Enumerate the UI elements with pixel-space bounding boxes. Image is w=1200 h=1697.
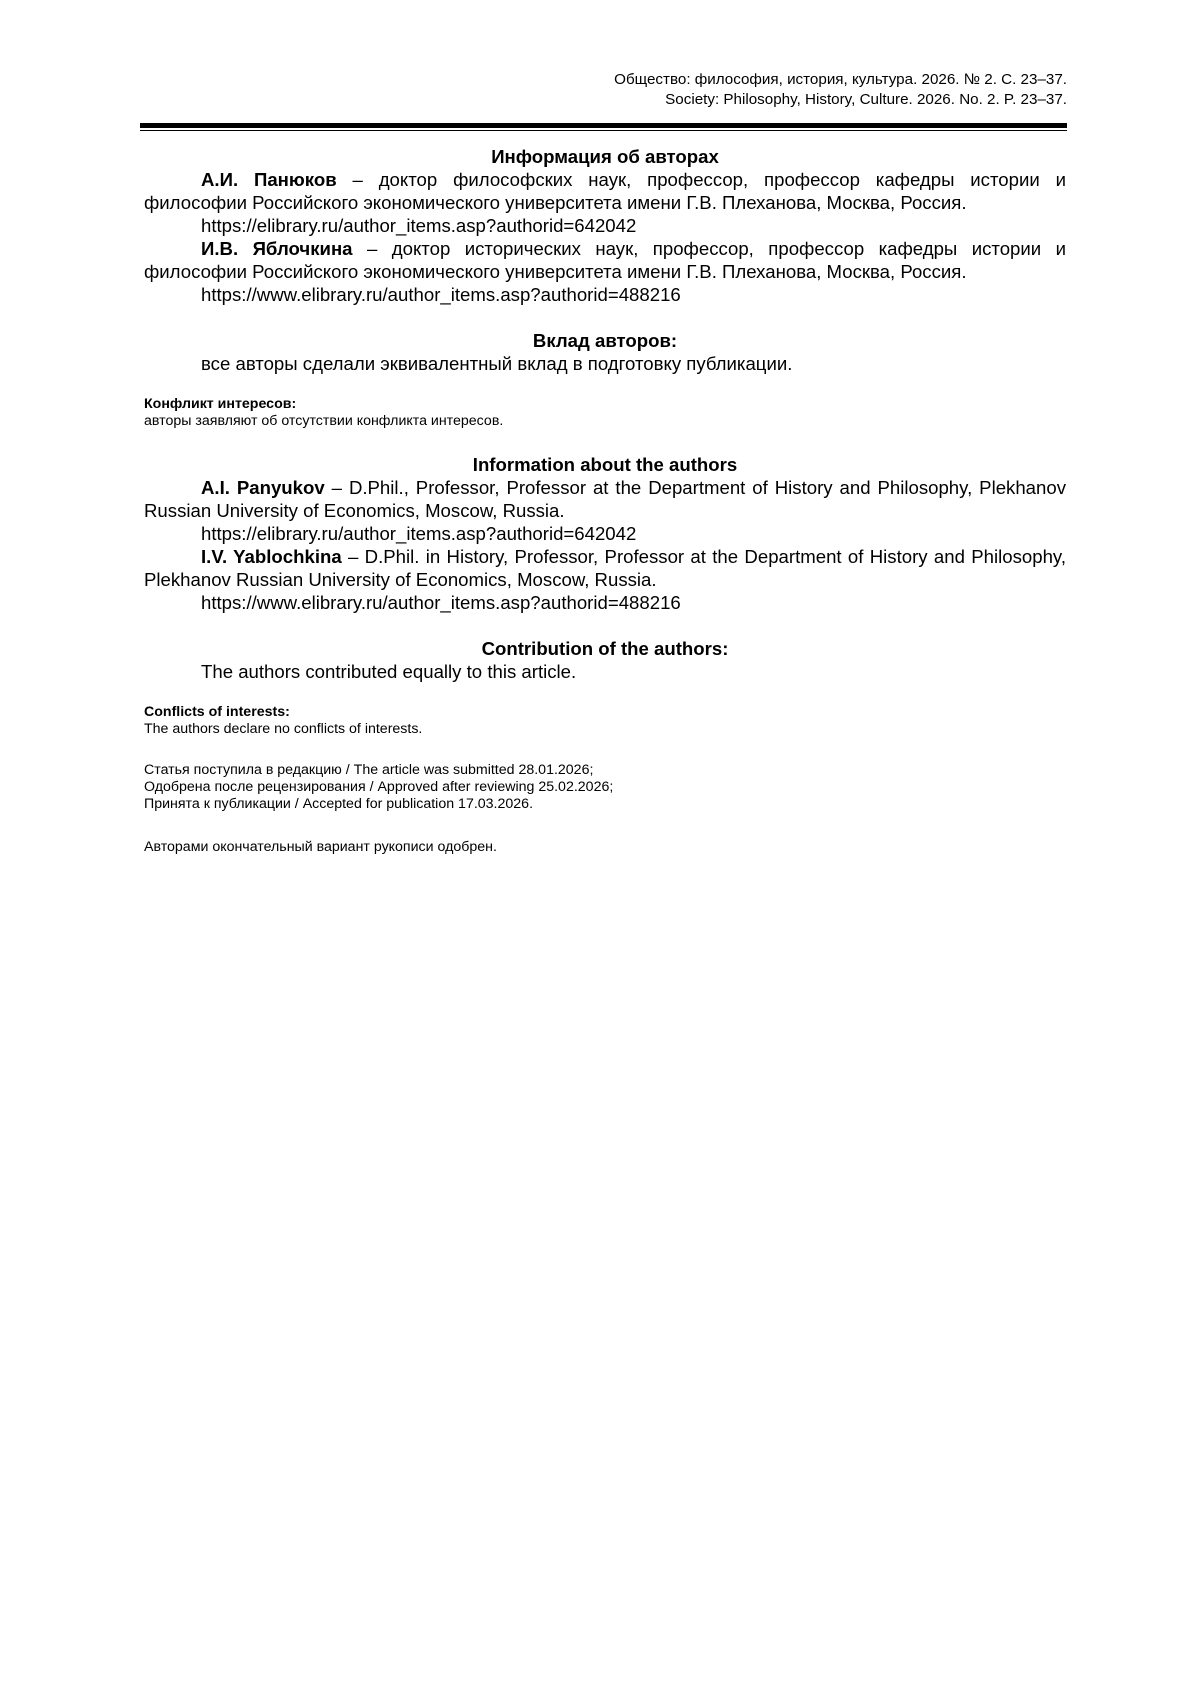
ru-author1-desc: – доктор философских наук, профессор, профессор кафедры истории и философии Российского экономического университета имени Г.В. Плеханова, Москва, Россия. [144,169,1066,213]
date-submitted: Статья поступила в редакцию / The article was submitted 28.01.2026; [144,762,594,778]
en-author2-desc: – D.Phil. in History, Professor, Professor at the Department of History and Philosophy, Plekhanov Russian University of Economics, Moscow, Russia. [144,546,1066,590]
en-author1-desc: – D.Phil., Professor, Professor at the Department of History and Philosophy, Plekhanov Russian University of Economics, Moscow, Russia. [144,477,1067,521]
header-rule-thick [140,123,1067,128]
date-approved: Одобрена после рецензирования / Approved after reviewing 25.02.2026; [144,779,614,795]
header-rule-thin [140,130,1067,131]
en-conflict-text: The authors declare no conflicts of interests. [144,721,423,737]
en-conflict-title: Conflicts of interests: [144,704,290,720]
running-header [140,70,1067,110]
ru-contrib-text: все авторы сделали эквивалентный вклад в подготовку публикации. [201,353,793,374]
ru-author2-desc: – доктор исторических наук, профессор, профессор кафедры истории и философии Российского экономического университета имени Г.В. Плеханова, Москва, Россия. [144,238,1066,282]
ru-author2 [144,237,1066,283]
ru-author1-name: А.И. Панюков [201,169,337,190]
en-info-title: Information about the authors [472,454,738,475]
date-accepted: Принята к публикации / Accepted for publication 17.03.2026. [144,796,534,812]
en-author1-name: A.I. Panyukov [201,477,325,498]
ru-author2-url[interactable]: https://www.elibrary.ru/author_items.asp?authorid=488216 [201,284,681,305]
en-author2-url[interactable]: https://www.elibrary.ru/author_items.asp?authorid=488216 [201,592,681,613]
en-author2 [144,545,1066,591]
en-contrib-text: The authors contributed equally to this article. [201,661,577,682]
en-author1-url[interactable]: https://elibrary.ru/author_items.asp?authorid=642042 [201,523,637,544]
ru-info-title: Информация об авторах [491,146,719,167]
en-author2-name: I.V. Yablochkina [201,546,342,567]
ru-conflict-title: Конфликт интересов: [144,396,297,412]
page-content [144,145,1066,856]
ru-author1 [144,168,1066,214]
ru-author2-name: И.В. Яблочкина [201,238,353,259]
header-line-ru: Общество: философия, история, культура. 2026. № 2. С. 23–37. [614,71,1067,88]
en-contrib-title: Contribution of the authors: [481,638,729,659]
header-line-en: Society: Philosophy, History, Culture. 2026. No. 2. P. 23–37. [665,91,1067,108]
ru-conflict-text: авторы заявляют об отсутствии конфликта интересов. [144,413,504,429]
ru-contrib-title: Вклад авторов: [532,330,678,351]
final-approval-note: Авторами окончательный вариант рукописи одобрен. [144,839,497,855]
ru-author1-url[interactable]: https://elibrary.ru/author_items.asp?authorid=642042 [201,215,637,236]
en-author1 [144,476,1066,522]
